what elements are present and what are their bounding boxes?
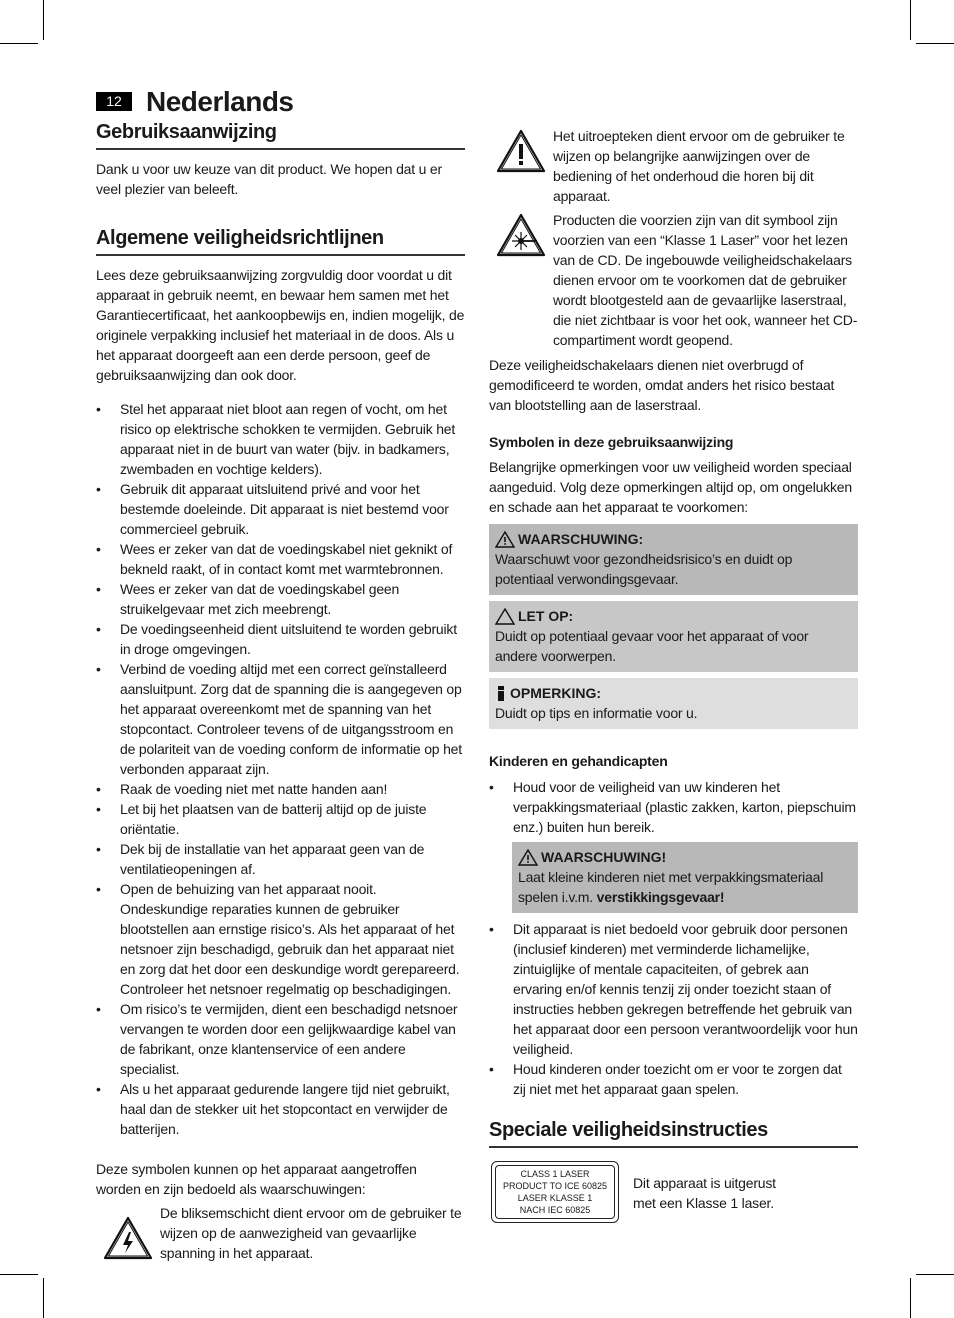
laser-label-line: CLASS 1 LASER	[520, 1169, 590, 1179]
notice-title-label: OPMERKING:	[510, 685, 601, 701]
list-item: • Verbind de voeding altijd met een correct geïnstalleerd aansluitpunt. Zorg dat de spanning die is aangegeven op het apparaat overeenkomt met de spanning van het stopcontact. Controleer tevens of de uitgangsstroom en de polariteit van de voeding conform de informatie op het verbonden apparaat zijn.	[96, 659, 465, 779]
symbols-text: Belangrijke opmerkingen voor uw veiligheid worden speciaal aangeduid. Volg deze opmerkingen altijd op, om ongelukken en schade aan het apparaat te voorkomen:	[489, 459, 852, 515]
notice-emphasis: verstikkingsgevaar!	[596, 889, 725, 905]
laser-caption: Dit apparaat is uitgerust met een Klasse 1 laser.	[633, 1175, 776, 1211]
safety-list	[96, 399, 465, 1139]
switch-text: Deze veiligheidschakelaars dienen niet overbrugd of gemodificeerd te worden, omdat anders het risico bestaat van blootstelling aan de laserstraal.	[489, 357, 835, 413]
children-heading: Kinderen en gehandicapten	[489, 753, 668, 769]
laser-label-line: PRODUCT TO ICE 60825	[502, 1181, 608, 1191]
crop-mark	[0, 1274, 38, 1275]
warning-notice	[489, 524, 858, 595]
laser-icon	[489, 210, 553, 258]
list-item: • Let bij het plaatsen van de batterij altijd op de juiste oriëntatie.	[96, 799, 465, 839]
list-item: • De voedingseenheid dient uitsluitend te worden gebruikt in droge omgevingen.	[96, 619, 465, 659]
caution-triangle-icon	[495, 608, 515, 625]
crop-mark	[910, 0, 911, 40]
list-item: • Houd voor de veiligheid van uw kinderen het verpakkingsmateriaal (plastic zakken, karton, piepschuim enz.) buiten hun bereik.	[489, 777, 858, 837]
list-item: • Als u het apparaat gedurende langere tijd niet gebruikt, haal dan de stekker uit het stopcontact en verwijder de batterijen.	[96, 1079, 465, 1139]
page-number: 12	[96, 92, 132, 111]
notice-title-label: WAARSCHUWING!	[541, 849, 667, 865]
note-notice	[489, 678, 858, 729]
crop-mark	[916, 43, 954, 44]
laser-text: Producten die voorzien zijn van dit symbool zijn voorzien van een “Klasse 1 Laser” voor het lezen van de CD. De ingebouwde veiligheidschakelaars dienen ervoor om te voorkomen dat de gebruiker wordt blootgesteld aan de gevaarlijke laserstraal, die niet zichtbaar is voor het ook, wanneer het CD-compartiment wordt geopend.	[553, 212, 858, 348]
laser-symbol-row	[489, 210, 858, 350]
heading-manual: Gebruiksaanwijzing	[96, 121, 465, 150]
heading-safety: Algemene veiligheidsrichtlijnen	[96, 227, 465, 256]
intro-text: Dank u voor uw keuze van dit product. We hopen dat u er veel plezier van beleeft.	[96, 161, 442, 197]
laser-class-label-inner	[495, 1165, 615, 1219]
list-item: • Dek bij de installatie van het apparaat geen van de ventilatieopeningen af.	[96, 839, 465, 879]
symbols-intro-text: Deze symbolen kunnen op het apparaat aangetroffen worden en zijn bedoeld als waarschuwingen:	[96, 1161, 417, 1197]
list-item: • Wees er zeker van dat de voedingskabel geen struikelgevaar met zich meebrengt.	[96, 579, 465, 619]
warning-triangle-icon	[518, 849, 538, 866]
exclamation-icon	[489, 126, 553, 174]
laser-label-row	[489, 1161, 858, 1223]
lightning-symbol-row	[96, 1203, 465, 1263]
notice-title-label: WAARSCHUWING:	[518, 531, 644, 547]
list-item: • Gebruik dit apparaat uitsluitend privé and voor het bestemde doeleinde. Dit apparaat is niet bestemd voor commercieel gebruik.	[96, 479, 465, 539]
lightning-text: De bliksemschicht dient ervoor om de gebruiker te wijzen op de aanwezigheid van gevaarlijke spanning in het apparaat.	[160, 1205, 462, 1261]
laser-label-line: LASER KLASSE 1	[517, 1193, 593, 1203]
notice-body: Duidt op tips en informatie voor u.	[495, 705, 698, 721]
children-list	[489, 777, 858, 837]
safety-intro-text: Lees deze gebruiksaanwijzing zorgvuldig door voordat u dit apparaat in gebruik neemt, en bewaar hem samen met het Garantiecertificaat, het aankoopbewijs en, indien mogelijk, de originele verpakking inclusief het materiaal in de doos. Als u het apparaat doorgeeft aan een derde persoon, geef de gebruiksaanwijzing dan ook door.	[96, 267, 465, 383]
caution-notice	[489, 601, 858, 672]
list-item: • Open de behuizing van het apparaat nooit. Ondeskundige reparaties kunnen de gebruiker blootstellen aan ernstige risico’s. Als het apparaat of het netsnoer zijn beschadigd, gebruik dan het apparaat niet en zorg dat het door een deskundige wordt gerepareerd. Controleer het netsnoer regelmatig op beschadigingen.	[96, 879, 465, 999]
notice-body: Waarschuwt voor gezondheidsrisico’s en duidt op potentiaal verwondingsgevaar.	[495, 551, 793, 587]
notice-title	[518, 847, 852, 867]
children-list-2	[489, 919, 858, 1099]
crop-mark	[43, 1278, 44, 1318]
left-column	[96, 121, 465, 1263]
notice-body-text: Laat kleine kinderen niet met verpakkingsmateriaal spelen i.v.m.	[518, 869, 824, 905]
notice-title	[495, 529, 852, 549]
children-warning-notice	[512, 842, 858, 913]
symbols-heading: Symbolen in deze gebruiksaanwijzing	[489, 434, 734, 450]
right-column	[489, 126, 858, 1223]
list-item: • Wees er zeker van dat de voedingskabel niet geknikt of bekneld raakt, of in contact komt met warmtebronnen.	[96, 539, 465, 579]
warning-triangle-icon	[495, 531, 515, 548]
notice-title	[495, 683, 852, 703]
crop-mark	[43, 0, 44, 40]
crop-mark	[916, 1274, 954, 1275]
list-item: • Dit apparaat is niet bedoeld voor gebruik door personen (inclusief kinderen) met verminderde lichamelijke, zintuiglijke of mentale capaciteiten, of gebrek aan ervaring en/of kennis tenzij zij onder toezicht staan of instructies hebben gekregen betreffende het gebruik van het apparaat door een persoon verantwoordelijk voor hun veiligheid.	[489, 919, 858, 1059]
page-title: Nederlands	[146, 86, 294, 117]
notice-body	[518, 867, 852, 907]
list-item: • Stel het apparaat niet bloot aan regen of vocht, om het risico op elektrische schokken te vermijden. Gebruik het apparaat niet in de buurt van water (bijv. in badkamers, zwembaden en vochtige kelders).	[96, 399, 465, 479]
exclamation-text: Het uitroepteken dient ervoor om de gebruiker te wijzen op belangrijke aanwijzingen over de bediening of het onderhoud die horen bij dit apparaat.	[553, 128, 845, 204]
lightning-icon	[96, 1203, 160, 1261]
exclamation-symbol-row	[489, 126, 858, 206]
list-item: • Raak de voeding niet met natte handen aan!	[96, 779, 465, 799]
notice-title-label: LET OP:	[518, 608, 574, 624]
laser-label-line: NACH IEC 60825	[519, 1205, 591, 1215]
notice-body: Duidt op potentiaal gevaar voor het apparaat of voor andere voorwerpen.	[495, 628, 809, 664]
info-icon	[495, 685, 507, 702]
crop-mark	[0, 43, 38, 44]
heading-special: Speciale veiligheidsinstructies	[489, 1119, 858, 1148]
laser-class-label	[491, 1161, 619, 1223]
notice-title	[495, 606, 852, 626]
crop-mark	[910, 1278, 911, 1318]
list-item: • Om risico’s te vermijden, dient een beschadigd netsnoer vervangen te worden door een gelijkwaardige kabel van de fabrikant, onze klantenservice of een andere specialist.	[96, 999, 465, 1079]
list-item: • Houd kinderen onder toezicht om er voor te zorgen dat zij niet met het apparaat gaan spelen.	[489, 1059, 858, 1099]
